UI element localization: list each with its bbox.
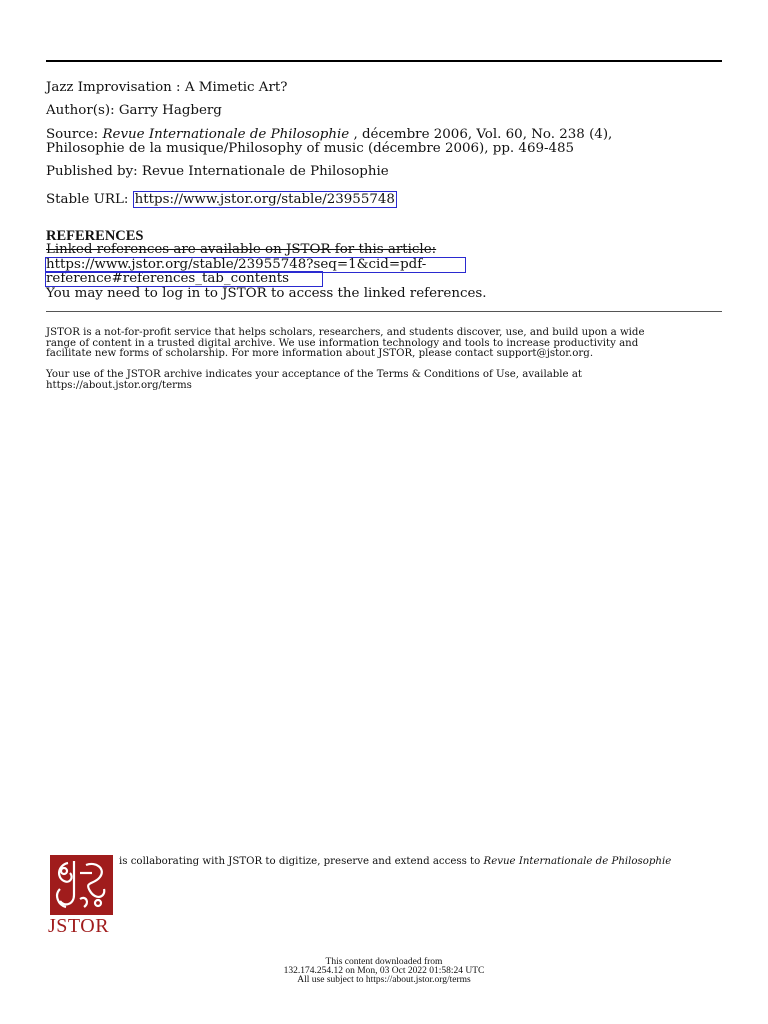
download-note: This content downloaded from: [325, 957, 443, 967]
references-heading: REFERENCES: [46, 228, 144, 244]
publisher: Published by: Revue Internationale de Philosophie: [46, 164, 389, 179]
collab-journal: Revue Internationale de Philosophie: [483, 856, 672, 867]
jstor-logo-icon: [50, 855, 113, 915]
stable-url-link[interactable]: https://www.jstor.org/stable/23955748: [134, 192, 395, 207]
references-available: Linked references are available on JSTOR for this article:: [46, 242, 437, 257]
terms-notice: [46, 370, 726, 391]
jstor-wordmark: JSTOR: [48, 915, 110, 937]
jstor-notice: [46, 328, 726, 360]
article-title: Jazz Improvisation : A Mimetic Art?: [46, 80, 288, 95]
terms-url[interactable]: https://about.jstor.org/terms: [46, 379, 192, 391]
references-link-2[interactable]: reference#references_tab_contents: [46, 271, 289, 286]
jstor-emblem-icon: [50, 855, 113, 915]
source-line-2: Philosophie de la musique/Philosophy of music (décembre 2006), pp. 469-485: [46, 141, 575, 156]
references-link-box-2[interactable]: [45, 271, 323, 287]
source-journal: Revue Internationale de Philosophie: [102, 127, 350, 142]
terms-footer: All use subject to https://about.jstor.org/terms: [297, 975, 471, 985]
notice-line: range of content in a trusted digital archive. We use information technology and tools to increase productivity and: [46, 337, 639, 349]
authors: Author(s): Garry Hagberg: [46, 103, 222, 118]
collaboration-statement: [119, 856, 679, 867]
stable-url-line: [46, 192, 397, 208]
notice-line: JSTOR is a not-for-profit service that helps scholars, researchers, and students discover, use, and build upon a wide: [46, 327, 645, 338]
stable-url-label: Stable URL:: [46, 192, 133, 207]
top-rule: [46, 60, 722, 62]
references-login-note: You may need to log in to JSTOR to access the linked references.: [46, 285, 487, 301]
references-link-1[interactable]: https://www.jstor.org/stable/23955748?seq=1&cid=pdf-: [46, 256, 427, 272]
download-ip-date: 132.174.254.12 on Mon, 03 Oct 2022 01:58:24 UTC: [283, 966, 485, 976]
notice-line: facilitate new forms of scholarship. For more information about JSTOR, please contact support@jstor.org.: [46, 348, 594, 359]
source-rest: , décembre 2006, Vol. 60, No. 238 (4),: [349, 127, 613, 142]
terms-line: Your use of the JSTOR archive indicates your acceptance of the Terms & Conditions of Use, available at: [46, 369, 582, 380]
source-prefix: Source:: [46, 127, 103, 142]
middle-rule: [46, 311, 722, 312]
collab-text: is collaborating with JSTOR to digitize, preserve and extend access to: [119, 856, 484, 867]
